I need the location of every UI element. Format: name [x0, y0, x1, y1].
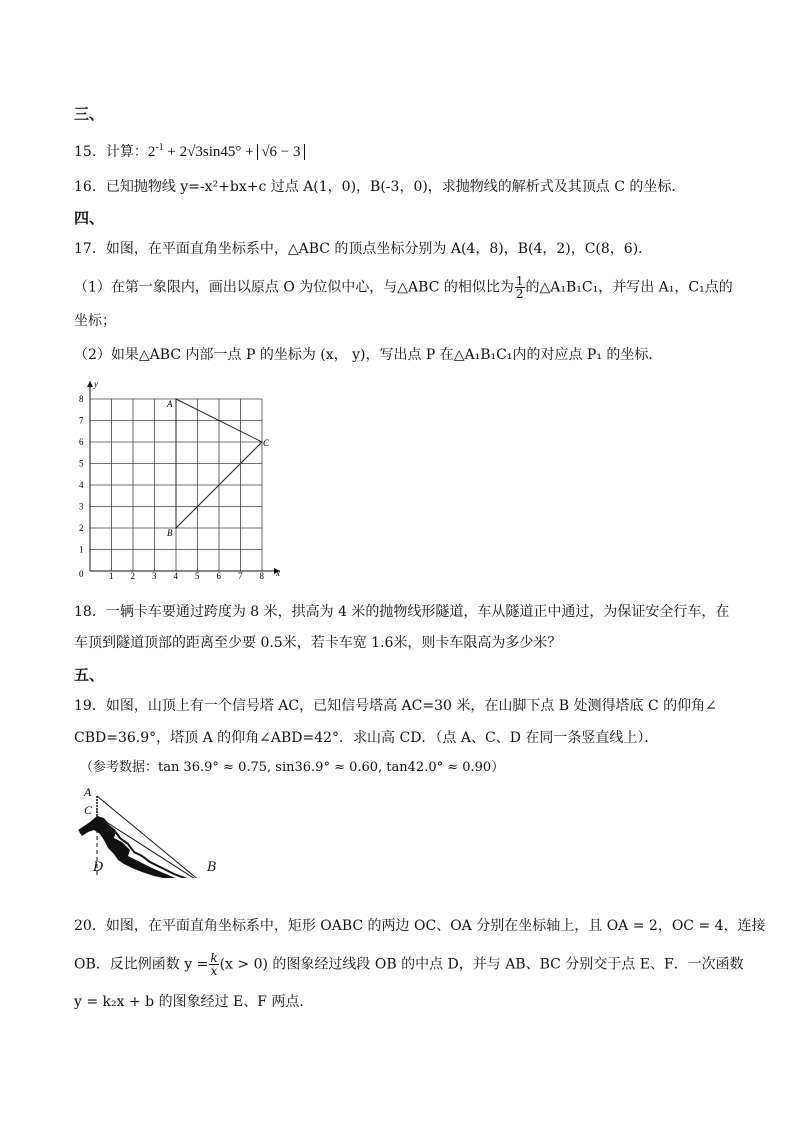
fraction-denominator: x	[210, 964, 218, 978]
x-tick-label: 3	[152, 571, 157, 581]
section-heading-5: 五、	[74, 666, 105, 684]
y-axis-arrow	[87, 381, 93, 387]
question-18-line-1: 18．一辆卡车要通过跨度为 8 米，拱高为 4 米的抛物线形隧道，车从隧道正中通过，为保证安全行车，在	[74, 604, 730, 620]
q15-term-a	[148, 144, 305, 160]
x-tick-label: 4	[173, 571, 178, 581]
y-axis-label: y	[94, 379, 98, 389]
question-17-part-2: （2）如果△ABC 内部一点 P 的坐标为 (x， y)，写出点 P 在△A₁B₁C₁内的对应点 P₁ 的坐标．	[74, 347, 663, 363]
y-tick-label: 3	[79, 501, 84, 512]
x-tick-label: 5	[195, 571, 200, 581]
q15-base: 2	[147, 144, 156, 160]
question-16: 16．已知抛物线 y=-x²+bx+c 过点 A(1，0)，B(-3，0)，求抛物线的解析式及其顶点 C 的坐标．	[74, 179, 686, 195]
y-tick-label: 5	[79, 458, 84, 469]
q20-k-over-x-fraction	[209, 952, 218, 977]
x-axis-label: x	[276, 568, 280, 578]
q15-abs-value: √6 − 3	[257, 144, 304, 160]
point-b-label: B	[167, 528, 173, 538]
question-18-line-2: 车顶到隧道顶部的距离至少要 0.5米，若卡车宽 1.6米，则卡车限高为多少米？	[74, 635, 562, 651]
y-tick-label: 7	[79, 415, 84, 426]
y-tick-label: 4	[79, 480, 84, 490]
origin-label: 0	[79, 569, 84, 579]
section-heading-3: 三、	[74, 105, 105, 123]
tick-labels	[79, 394, 265, 581]
q15-term-b: + 2√3sin45° +	[163, 144, 258, 160]
question-20-line-3: y = k₂x + b 的图象经过 E、F 两点．	[74, 994, 314, 1010]
fraction-numerator: 1	[515, 274, 524, 288]
question-17-part-1-cont: 坐标；	[74, 313, 116, 329]
x-tick-label: 8	[259, 571, 264, 581]
question-20-line-1: 20．如图，在平面直角坐标系中，矩形 OABC 的两边 OC、OA 分别在坐标轴上，且 OA = 2，OC = 4，连接	[74, 918, 766, 934]
q15-exponent: -1	[155, 142, 164, 153]
q17-p1-text-a: （1）在第一象限内，画出以原点 O 为位似中心，与△ABC 的相似比为	[74, 279, 514, 296]
label-a: A	[84, 785, 92, 799]
section-heading-4: 四、	[74, 209, 105, 227]
y-tick-label: 1	[79, 544, 84, 555]
question-19-line-1: 19．如图，山顶上有一个信号塔 AC，已知信号塔高 AC=30 米，在山脚下点 B 处测得塔底 C 的仰角∠	[74, 698, 717, 714]
question-17: 17．如图，在平面直角坐标系中，△ABC 的顶点坐标分别为 A(4，8)，B(4，2)，C(8，6)．	[74, 241, 653, 257]
q20-text-a: OB．反比例函数 y =	[74, 956, 209, 973]
x-tick-label: 6	[216, 571, 221, 581]
point-a-label: A	[167, 399, 173, 409]
x-tick-label: 2	[130, 571, 135, 581]
question-15	[74, 139, 305, 161]
x-tick-label: 7	[238, 571, 243, 581]
fraction-denominator: 2	[515, 287, 524, 301]
label-c: C	[84, 803, 93, 817]
fraction-numerator: k	[210, 951, 218, 965]
q17-ratio-fraction	[515, 275, 525, 300]
question-19-line-2: CBD=36.9°，塔顶 A 的仰角∠ABD=42°．求山高 CD．（点 A、C、D 在同一条竖直线上）．	[74, 730, 659, 746]
y-tick-label: 2	[79, 523, 84, 533]
q20-text-b: (x > 0) 的图象经过线段 OB 的中点 D，并与 AB、BC 分别交于点 E、F．一次函数	[219, 956, 744, 973]
x-tick-label: 1	[109, 571, 114, 581]
coordinate-grid-figure	[70, 374, 292, 590]
label-d: D	[93, 860, 104, 875]
q17-p1-text-b: 的△A₁B₁C₁，并写出 A₁，C₁点的	[525, 279, 733, 296]
y-tick-label: 8	[79, 394, 84, 404]
y-tick-label: 6	[79, 437, 84, 447]
point-c-label: C	[263, 438, 270, 448]
question-19-reference: （参考数据：tan 36.9° ≈ 0.75, sin36.9° ≈ 0.60, tan42.0° ≈ 0.90）	[80, 760, 505, 775]
question-20-line-2	[74, 952, 744, 977]
question-15-label: 15．计算：	[74, 144, 148, 160]
axes	[87, 379, 280, 578]
question-17-part-1	[74, 275, 733, 300]
label-b: B	[207, 860, 217, 875]
